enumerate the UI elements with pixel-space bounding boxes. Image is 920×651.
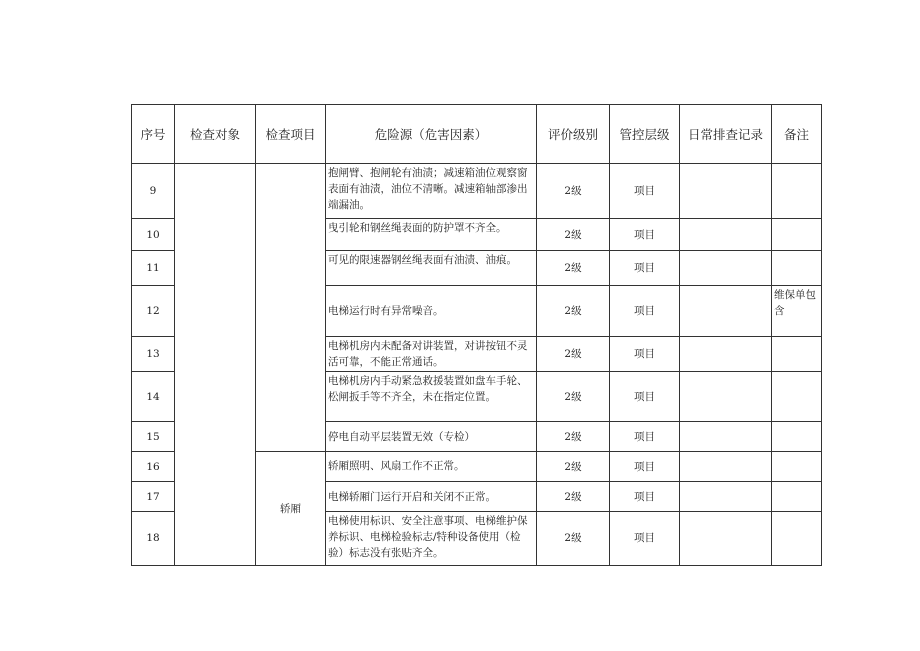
row-seq: 15 — [132, 422, 175, 452]
row-record[interactable] — [680, 286, 772, 337]
row-record[interactable] — [680, 422, 772, 452]
row-level: 2级 — [537, 286, 610, 337]
row-note — [772, 372, 822, 422]
row-note — [772, 482, 822, 512]
header-control: 管控层级 — [610, 105, 680, 164]
row-record[interactable] — [680, 337, 772, 372]
row-control: 项目 — [610, 164, 680, 219]
row-level: 2级 — [537, 251, 610, 286]
row-level: 2级 — [537, 512, 610, 566]
row-hazard: 轿厢照明、风扇工作不正常。 — [326, 452, 537, 482]
item-cell-machine-room — [256, 164, 326, 452]
row-note — [772, 452, 822, 482]
row-record[interactable] — [680, 164, 772, 219]
row-control: 项目 — [610, 337, 680, 372]
row-note — [772, 251, 822, 286]
row-control: 项目 — [610, 372, 680, 422]
row-hazard: 停电自动平层装置无效（专检） — [326, 422, 537, 452]
row-control: 项目 — [610, 219, 680, 251]
row-seq: 16 — [132, 452, 175, 482]
header-row — [132, 105, 822, 164]
row-hazard: 抱闸臂、抱闸轮有油渍；减速箱油位观察窗表面有油渍，油位不清晰。减速箱轴部渗出端漏油。 — [326, 164, 537, 219]
row-note — [772, 219, 822, 251]
row-level: 2级 — [537, 482, 610, 512]
row-level: 2级 — [537, 219, 610, 251]
row-level: 2级 — [537, 452, 610, 482]
row-hazard: 电梯轿厢门运行开启和关闭不正常。 — [326, 482, 537, 512]
header-note: 备注 — [772, 105, 822, 164]
row-level: 2级 — [537, 422, 610, 452]
table-row — [132, 164, 822, 219]
row-seq: 11 — [132, 251, 175, 286]
table-viewport — [131, 104, 823, 566]
header-object: 检查对象 — [175, 105, 256, 164]
row-control: 项目 — [610, 512, 680, 566]
object-cell — [175, 164, 256, 566]
row-hazard: 电梯机房内手动紧急救援装置如盘车手轮、松闸扳手等不齐全，未在指定位置。 — [326, 372, 537, 422]
header-level: 评价级别 — [537, 105, 610, 164]
row-seq: 17 — [132, 482, 175, 512]
row-note — [772, 337, 822, 372]
hazard-checklist-table — [131, 104, 822, 566]
row-hazard: 可见的限速器钢丝绳表面有油渍、油痕。 — [326, 251, 537, 286]
row-level: 2级 — [537, 337, 610, 372]
row-seq: 13 — [132, 337, 175, 372]
row-record[interactable] — [680, 512, 772, 566]
row-level: 2级 — [537, 372, 610, 422]
row-control: 项目 — [610, 251, 680, 286]
row-hazard: 电梯使用标识、安全注意事项、电梯维护保养标识、电梯检验标志/特种设备使用（检验）标志没有张贴齐全。 — [326, 512, 537, 566]
header-hazard: 危险源（危害因素） — [326, 105, 537, 164]
row-note: 维保单包含 — [772, 286, 822, 337]
row-hazard: 曳引轮和钢丝绳表面的防护罩不齐全。 — [326, 219, 537, 251]
row-control: 项目 — [610, 482, 680, 512]
row-control: 项目 — [610, 286, 680, 337]
row-control: 项目 — [610, 452, 680, 482]
row-note — [772, 422, 822, 452]
header-seq: 序号 — [132, 105, 175, 164]
row-seq: 9 — [132, 164, 175, 219]
header-item: 检查项目 — [256, 105, 326, 164]
row-note — [772, 512, 822, 566]
row-hazard: 电梯运行时有异常噪音。 — [326, 286, 537, 337]
row-level: 2级 — [537, 164, 610, 219]
row-seq: 14 — [132, 372, 175, 422]
row-seq: 12 — [132, 286, 175, 337]
row-seq: 18 — [132, 512, 175, 566]
row-seq: 10 — [132, 219, 175, 251]
row-record[interactable] — [680, 251, 772, 286]
row-record[interactable] — [680, 372, 772, 422]
row-record[interactable] — [680, 482, 772, 512]
header-record: 日常排查记录 — [680, 105, 772, 164]
row-record[interactable] — [680, 452, 772, 482]
row-control: 项目 — [610, 422, 680, 452]
row-note — [772, 164, 822, 219]
row-hazard: 电梯机房内未配备对讲装置，对讲按钮不灵活可靠，不能正常通话。 — [326, 337, 537, 372]
row-record[interactable] — [680, 219, 772, 251]
item-cell-car: 轿厢 — [256, 452, 326, 566]
